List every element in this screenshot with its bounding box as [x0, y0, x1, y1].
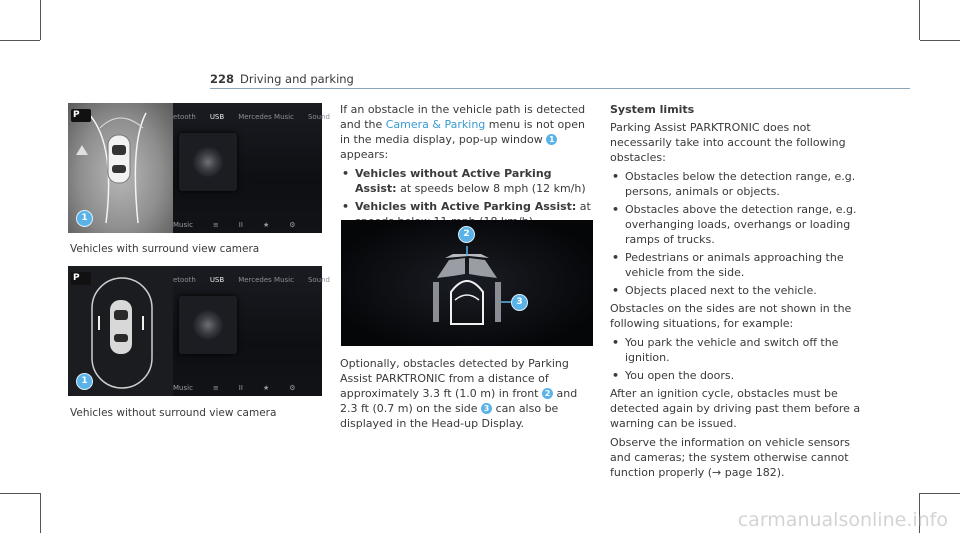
list-item: • Vehicles without Active Parking Assist: at speeds below 8 mph (12 km/h) [340, 166, 595, 196]
crop-mark [0, 493, 40, 494]
list-icon: ≡ [212, 384, 219, 392]
media-tabs [173, 276, 330, 284]
favorite-icon: ★ [262, 384, 270, 392]
media-controls [173, 384, 322, 392]
page-header [210, 72, 354, 86]
list-item: • Obstacles above the detection range, e.g. overhanging loads, overhangs or loading ramps of trucks. [610, 202, 865, 247]
intro-paragraph: If an obstacle in the vehicle path is detected and the Camera & Parking menu is not open in the media display, pop-up window 1 appears: [340, 103, 586, 161]
media-controls [173, 221, 322, 229]
list-icon: ≡ [212, 221, 219, 229]
section-title: Driving and parking [240, 72, 354, 86]
list-item: • Obstacles below the detection range, e.g. persons, animals or objects. [610, 169, 865, 199]
figure-caption: Vehicles with surround view camera [70, 243, 260, 255]
media-tab: etooth [173, 276, 196, 284]
album-artwork [179, 133, 237, 191]
media-display [173, 103, 330, 233]
parking-indicator: P [71, 272, 91, 285]
middle-column [340, 102, 595, 232]
crop-mark [0, 40, 40, 41]
surround-view-screenshot [68, 103, 330, 233]
media-tab: Sound [307, 276, 330, 284]
media-tabs [173, 113, 330, 121]
right-column [610, 102, 865, 484]
head-up-display-screenshot [341, 220, 593, 346]
media-tab: Mercedes Music [238, 113, 294, 121]
list-item: • You park the vehicle and switch off the ignition. [610, 335, 865, 365]
crop-mark [920, 493, 960, 494]
media-tab: Mercedes Music [238, 276, 294, 284]
callout-badge: 1 [76, 210, 93, 227]
media-tab-usb: USB [209, 113, 225, 121]
list-item: • Vehicles with Active Parking Assist: at [340, 199, 595, 229]
sides-intro: Obstacles on the sides are not shown in the following situations, for example: [610, 302, 852, 330]
settings-icon: ⚙ [289, 384, 296, 392]
crop-mark [40, 493, 41, 533]
callout-badge: 2 [542, 388, 553, 399]
standard-view-screenshot [68, 266, 330, 396]
header-rule [210, 88, 910, 89]
settings-icon: ⚙ [289, 221, 296, 229]
callout-badge: 2 [458, 226, 475, 243]
optional-paragraph: Optionally, obstacles detected by Parking Assist PARKTRONIC from a distance of approximately 3.3 ft (1.0 m) in front 2 and 2.3 ft (0.7 m) on the side 3 can also be displayed in the Head-up Display. [340, 357, 578, 430]
music-label: Music [173, 221, 193, 229]
list-item: • You open the doors. [610, 368, 865, 383]
observe-paragraph: Observe the information on vehicle sensors and cameras; the system otherwise cannot function properly (→ page 182). [610, 436, 851, 479]
parking-indicator: P [71, 109, 91, 122]
crop-mark [40, 0, 41, 40]
watermark: carmanualsonline.info [737, 509, 948, 531]
camera-parking-link[interactable]: Camera & Parking [385, 118, 486, 131]
media-tab: etooth [173, 113, 196, 121]
media-tab-usb: USB [209, 276, 225, 284]
page-number: 228 [210, 72, 235, 86]
media-display [173, 266, 330, 396]
ignition-paragraph: After an ignition cycle, obstacles must be detected again by driving past them before a warning can be issued. [610, 387, 861, 430]
callout-badge: 1 [546, 134, 557, 145]
favorite-icon: ★ [262, 221, 270, 229]
list-item: • Objects placed next to the vehicle. [610, 283, 865, 298]
album-artwork [179, 296, 237, 354]
callout-badge: 3 [511, 294, 528, 311]
callout-badge: 3 [481, 403, 492, 414]
media-tab: Sound [307, 113, 330, 121]
pause-icon: II [238, 384, 243, 392]
crop-mark [919, 0, 920, 40]
section-heading: System limits [610, 103, 695, 116]
pause-icon: II [238, 221, 243, 229]
middle-column-lower [340, 356, 595, 435]
limits-intro: Parking Assist PARKTRONIC does not necessarily take into account the following obstacles: [610, 121, 846, 164]
music-label: Music [173, 384, 193, 392]
crop-mark [920, 40, 960, 41]
callout-badge: 1 [76, 373, 93, 390]
figure-caption: Vehicles without surround view camera [70, 407, 277, 419]
list-item: • Pedestrians or animals approaching the vehicle from the side. [610, 250, 865, 280]
